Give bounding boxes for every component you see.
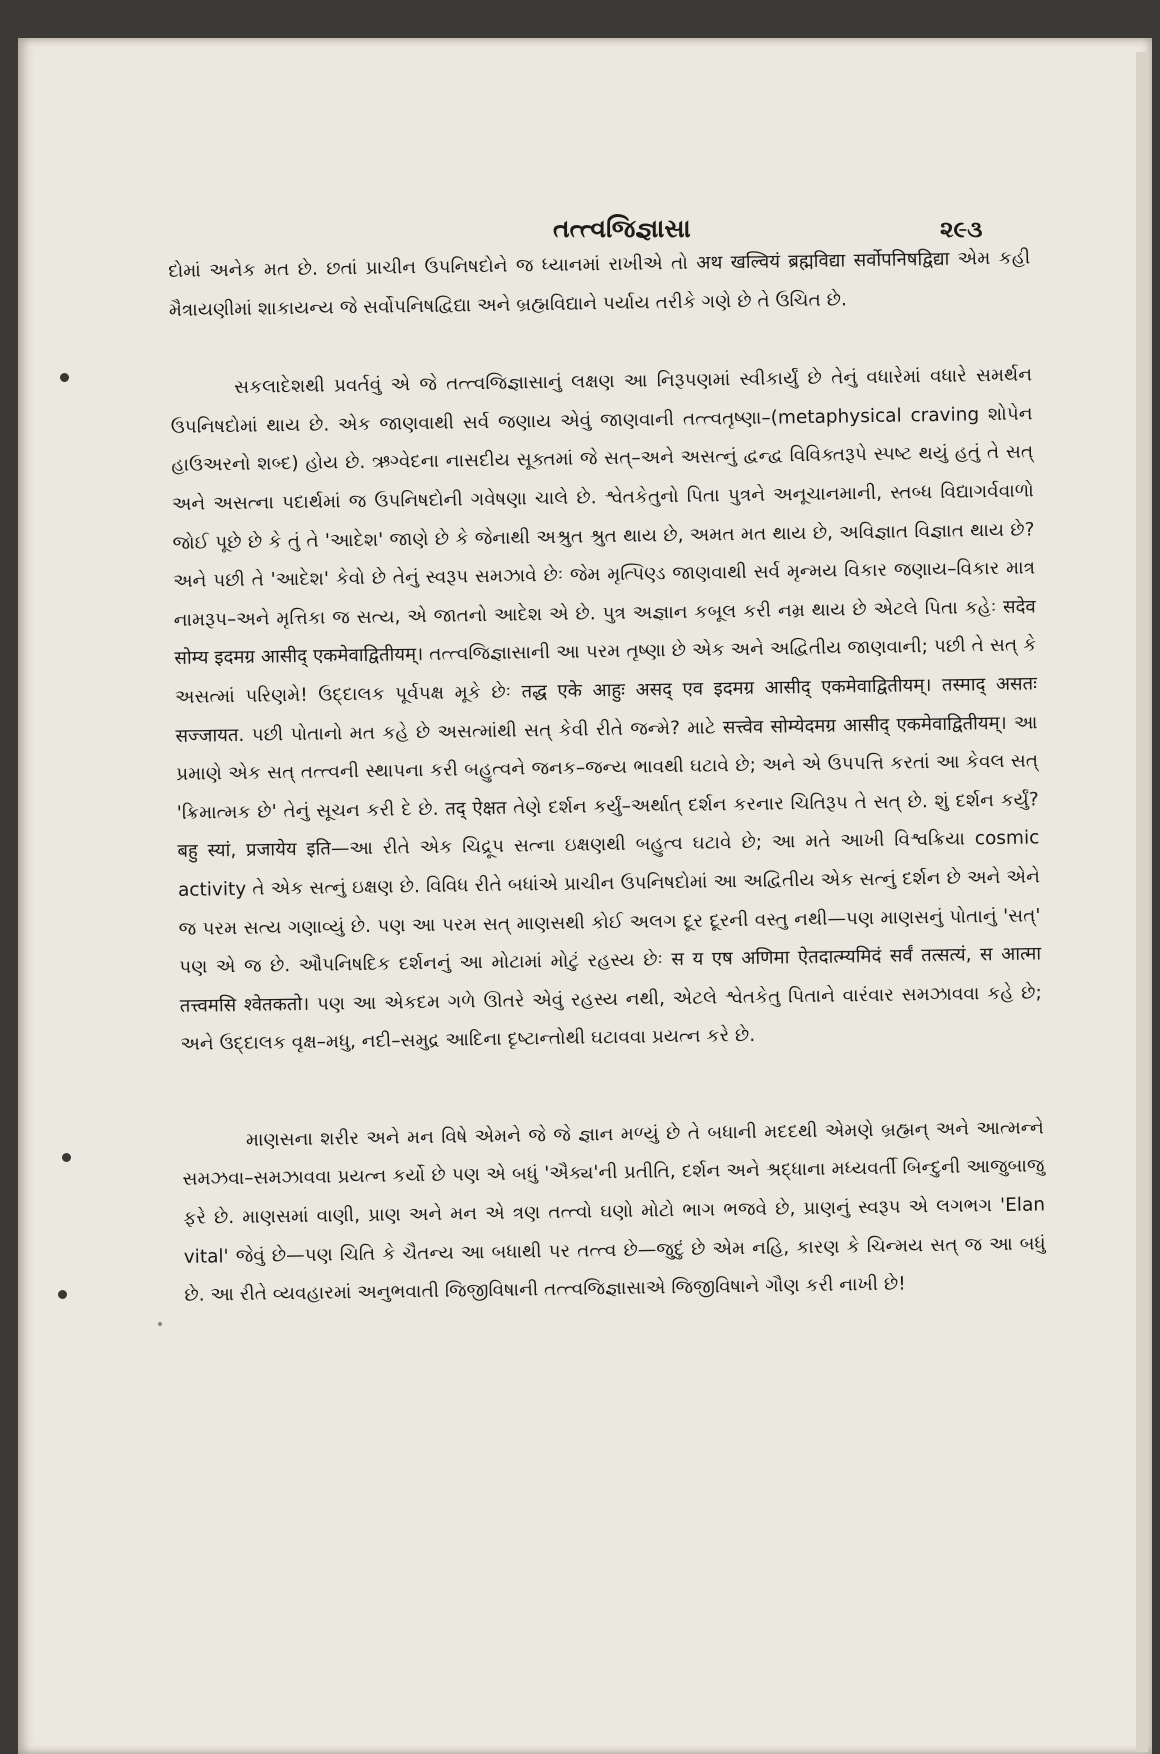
- binding-hole-bottom: [58, 1290, 67, 1299]
- page-number: ૨૯૩: [940, 216, 983, 243]
- binding-hole-top: [60, 373, 69, 382]
- paragraph-1: દોમાં અનેક મત છે. છતાં પ્રાચીન ઉપનિષદોને જ ધ્યાનમાં રાખીએ તો अथ खल्वियं ब्रह्मविद्या सर्वोपनिषद्विद्या એમ કહી મૈત્રાયણીમાં શાકાયન્ય જે સર્વોપનિષદ્વિદ્યા અને બ્રહ્મવિદ્યાને પર્યાય તરીકે ગણે છે તે ઉચિત છે.: [168, 247, 1031, 321]
- book-page: [18, 38, 1152, 1754]
- binding-hole-middle: [62, 1153, 71, 1162]
- body-text: [168, 239, 1047, 1315]
- paragraph-3: માણસના શરીર અને મન વિષે એમને જે જે જ્ઞાન મળ્યું છે તે બધાની મદદથી એમણે બ્રહ્મન્ અને આત્મન્ને સમઝવા–સમઝાવવા પ્રયત્ન કર્યો છે પણ એ બધું 'ઐક્ય'ની પ્રતીતિ, દર્શન અને શ્રદ્ધાના મધ્યવર્તી બિન્દુની આજુબાજુ ફરે છે. માણસમાં વાણી, પ્રાણ અને મન એ ત્રણ તત્ત્વો ઘણો મોટો ભાગ ભજવે છે, પ્રાણનું સ્વરૂપ એ લગભગ 'Elan vital' જેવું છે—પણ ચિતિ કે ચૈતન્ય આ બધાથી પર તત્ત્વ છે—જુદું છે એમ નહિ, કારણ કે ચિન્મય સત્ જ આ બધું છે. આ રીતે વ્યવહારમાં અનુભવાતી જિજીવિષાની તત્ત્વજિજ્ઞાસાએ જિજીવિષાને ગૌણ કરી નાખી છે!: [182, 1117, 1046, 1307]
- page-header: [18, 178, 1152, 243]
- paragraph-2: સકલાદેશથી પ્રવર્તવું એ જે તત્ત્વજિજ્ઞાસાનું લક્ષણ આ નિરૂપણમાં સ્વીકાર્યું છે તેનું વધારેમાં વધારે સમર્થન ઉપનિષદોમાં થાય છે. એક જાણવાથી સર્વ જણાય એવું જાણવાની તત્ત્વતૃષ્ણા–(metaphysical craving શોપેન હાઉઅરનો શબ્દ) હોય છે. ઋગ્વેદના નાસદીય સૂક્તમાં જે સત્–અને અસત્નું દ્વન્દ્વ વિવિક્તરૂપે સ્પષ્ટ થયું હતું તે સત્ અને અસત્ના પદાર્થમાં જ ઉપનિષદોની ગવેષણા ચાલે છે. શ્વેતકેતુનો પિતા પુત્રને અનૂચાનમાની, સ્તબ્ધ વિદ્યાગર્વવાળો જોઈ પૂછે છે કે તું તે 'આદેશ' જાણે છે કે જેનાથી અશ્રુત શ્રુત થાય છે, અમત મત થાય છે, અવિજ્ઞાત વિજ્ઞાત થાય છે? અને પછી તે 'આદેશ' કેવો છે તેનું સ્વરૂપ સમઝાવે છેઃ જેમ મૃત્પિણ્ડ જાણવાથી સર્વ મૃન્મય વિકાર જણાય–વિકાર માત્ર નામરૂપ–અને મૃત્તિકા જ સત્ય, એ જાતનો આદેશ એ છે. પુત્ર અજ્ઞાન કબૂલ કરી નમ્ર થાય છે એટલે પિતા કહેઃ सदेव सोम्य इदमग्र आसीद् एकमेवाद्वितीयम्। તત્ત્વજિજ્ઞાસાની આ પરમ તૃષ્ણા છે એક અને અદ્વિતીય જાણવાની; પછી તે સત્ કે અસત્માં પરિણમે! ઉદ્દાલક પૂર્વપક્ષ મૂકે છેઃ तद्ध एके आहुः असद् एव इदमग्र आसीद् एकमेवाद्वितीयम्। तस्माद् असतः सज्जायत. પછી પોતાનો મત કહે છે અસત્માંથી સત્ કેવી રીતે જન્મે? માટે सत्त्वेव सोम्येदमग्र आसीद् एकमेवाद्वितीयम्। આ પ્રમાણે એક સત્ તત્ત્વની સ્થાપના કરી બહુત્વને જનક–જન્ય ભાવથી ઘટાવે છે; અને એ ઉપપત્તિ કરતાં આ કેવલ સત્ 'ક્રિમાત્મક છે' તેનું સૂચન કરી દે છે. तद् ऐक्षत તેણે દર્શન કર્યું–અર્થાત્ દર્શન કરનાર ચિતિરૂપ તે સત્ છે. શું દર્શન કર્યું? बहु स्यां, प्रजायेय इति—આ રીતે એક ચિદ્રૂપ સત્ના ઇક્ષણથી બહુત્વ ઘટાવે છે; આ મતે આખી વિશ્વક્રિયા cosmic activity તે એક સત્નું ઇક્ષણ છે. વિવિધ રીતે બધાંએ પ્રાચીન ઉપનિષદોમાં આ અદ્વિતીય એક સત્નું દર્શન છે અને એને જ પરમ સત્ય ગણાવ્યું છે. પણ આ પરમ સત્ માણસથી કોઈ અલગ દૂર દૂરની વસ્તુ નથી—પણ માણસનું પોતાનું 'સત્' પણ એ જ છે. ઔપનિષદિક દર્શનનું આ મોટામાં મોટું રહસ્ય છેઃ स य एष अणिमा ऐतदात्म्यमिदं सर्वं तत्सत्यं, स आत्मा तत्त्वमसि श्वेतकतो। પણ આ એકદમ ગળે ઊતરે એવું રહસ્ય નથી, એટલે શ્વેતકેતુ પિતાને વારંવાર સમઝાવવા કહે છે; અને ઉદ્દાલક વૃક્ષ–મધુ, નદી–સમુદ્ર આદિના દૃષ્ટાન્તોથી ઘટાવવા પ્રયત્ન કરે છે.: [170, 364, 1042, 1056]
- running-title: તત્ત્વજિજ્ઞાસા: [553, 214, 691, 243]
- page-edge: [1136, 52, 1148, 1752]
- paper-speck: [158, 1322, 162, 1326]
